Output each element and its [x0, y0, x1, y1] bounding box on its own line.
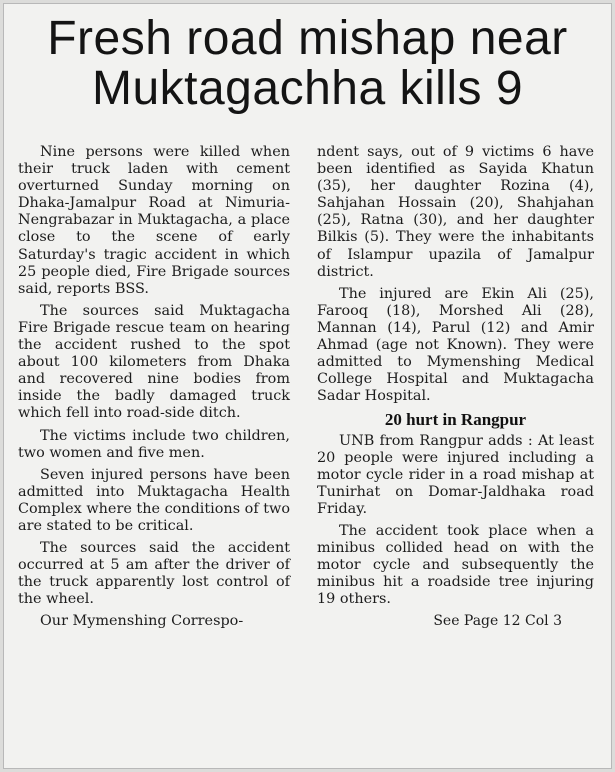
- left-column: [18, 144, 290, 636]
- continued-on-line: See Page 12 Col 3: [433, 613, 562, 630]
- headline-line-1: Fresh road mishap near: [47, 12, 568, 65]
- paragraph: The accident took place when a minibus collided head on with the motor cycle and subsequently the minibus hit a roadside tree injuring 19 others.: [317, 522, 594, 608]
- paragraph: The victims include two children, two women and five men.: [18, 427, 290, 461]
- paragraph: UNB from Rangpur adds : At least 20 people were injured including a motor cycle rider in a road mishap at Tunirhat on Domar-Jaldhaka road Friday.: [317, 432, 594, 517]
- paragraph: The injured are Ekin Ali (25), Farooq (18), Morshed Ali (28), Mannan (14), Parul (12) and Amir Ahmad (age not Known). They were admitted to Mymenshing Medical College Hospital and Muktagacha Sadar Hospital.: [317, 285, 594, 405]
- paragraph: Our Mymenshing Correspo-: [40, 613, 244, 630]
- headline: [4, 14, 611, 114]
- paragraph: ndent says, out of 9 victims 6 have been identified as Sayida Khatun (35), her daughter Rozina (4), Sahjahan Hossain (20), Shahjahan (25), Ratna (30), and her daughter Bilkis (5). They were the inhabitants of Islampur upazila of Jamalpur district.: [317, 144, 594, 280]
- headline-line-2: Muktagachha kills 9: [91, 62, 524, 115]
- paragraph: The sources said the accident occurred at 5 am after the driver of the truck apparently lost control of the wheel.: [18, 540, 290, 608]
- paragraph: Seven injured persons have been admitted into Muktagacha Health Complex where the conditions of two are stated to be critical.: [18, 466, 290, 534]
- article-body: [4, 144, 611, 768]
- subheading: 20 hurt in Rangpur: [384, 410, 527, 430]
- right-column: [317, 144, 594, 631]
- paragraph: The sources said Muktagacha Fire Brigade rescue team on hearing the accident rushed to the spot about 100 kilometers from Dhaka and recovered nine bodies from inside the badly damaged truck which fell into road-side ditch.: [18, 302, 290, 422]
- paragraph: Nine persons were killed when their truck laden with cement overturned Sunday morning on Dhaka-Jamalpur Road at Nimuria-Nengrabazar in Muktagacha, a place close to the scene of early Saturday's tragic accident in which 25 people died, Fire Brigade sources said, reports BSS.: [18, 144, 290, 297]
- newspaper-clipping: [3, 3, 612, 769]
